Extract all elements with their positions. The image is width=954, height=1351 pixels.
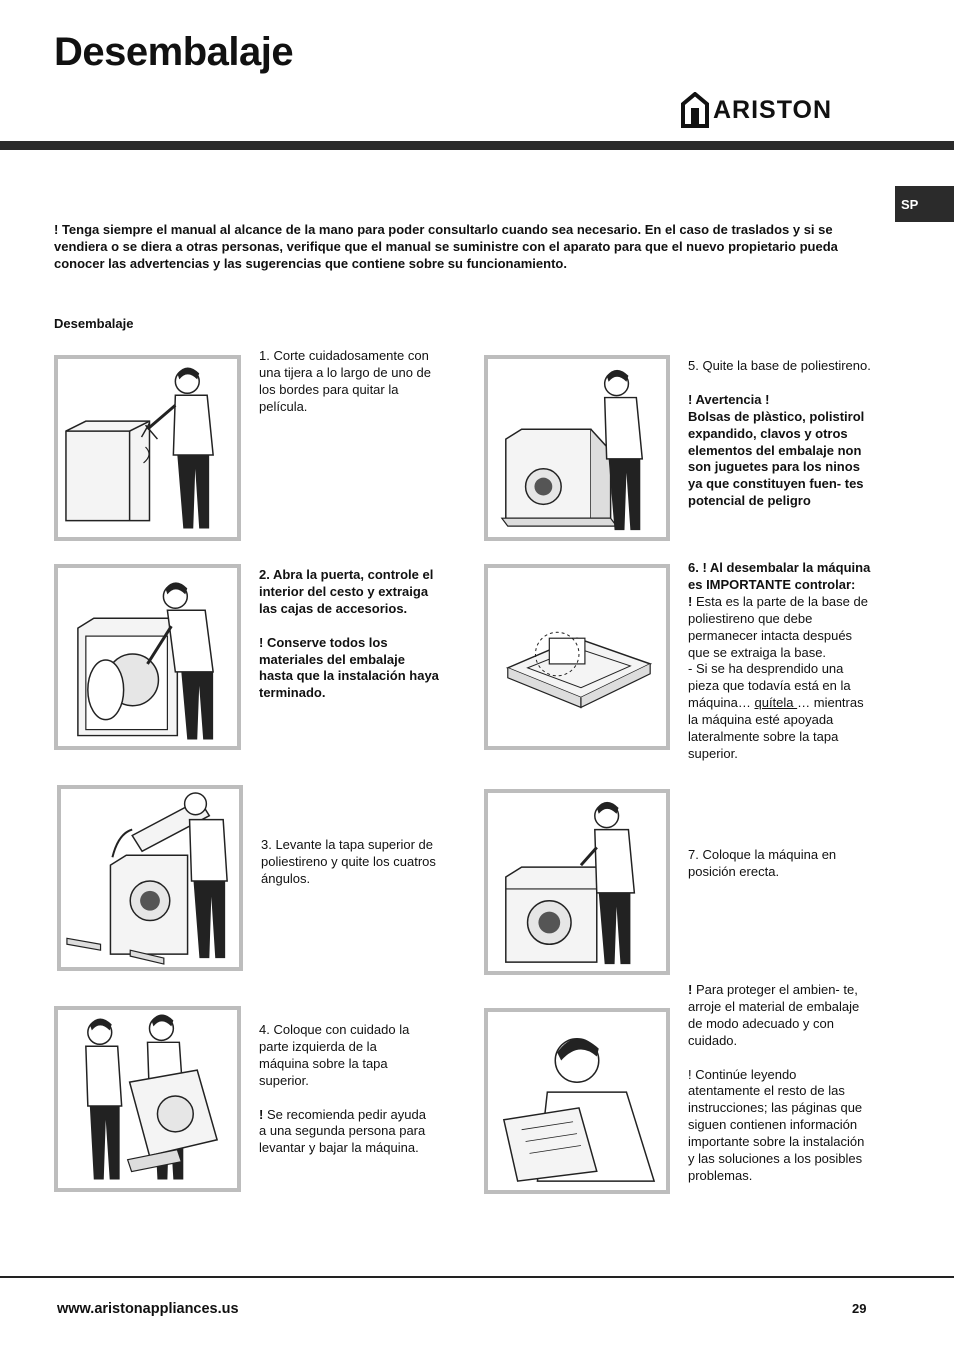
step-7-instruction: 7. Coloque la máquina en posición erecta. [688, 847, 837, 879]
polystyrene-base-icon [488, 568, 666, 746]
lift-top-icon [61, 789, 239, 967]
man-reading-manual-icon [488, 1012, 666, 1190]
illustration-step-6 [484, 564, 670, 750]
step-6-detail [688, 594, 872, 662]
environment-note [688, 982, 868, 1050]
step-4-note [259, 1107, 429, 1158]
illustration-step-5 [484, 355, 670, 541]
header-rule [0, 141, 954, 150]
step-6-loose-text: - Si se ha desprendido una pieza que todavía está en la máquina… [688, 661, 851, 711]
intro-warning: ! Tenga siempre el manual al alcance de la mano para poder consultarlo cuando sea necesario. En el caso de traslados y si se vendiera o se diera a otras personas, verifique que el manual se suministre con el aparato para que el nuevo propietario pueda conocer las advertencias y las sugerencias que contiene sobre su funcionamiento. [54, 222, 838, 271]
illustration-step-3 [57, 785, 243, 971]
brand-name: ARISTON [713, 96, 833, 124]
step-2-note: ! Conserve todos los materiales del embalaje hasta que la instalación haya terminado. [259, 634, 439, 701]
remove-base-icon [488, 359, 666, 537]
ariston-house-icon [680, 92, 710, 128]
step-2-text [259, 567, 439, 702]
footer-rule [0, 1276, 954, 1278]
step-1-instruction: 1. Corte cuidadosamente con una tijera a lo largo de uno de los bordes para quitar la película. [259, 348, 432, 414]
warning-mark: ! [688, 593, 693, 609]
step-5-instruction: 5. Quite la base de poliestireno. [688, 358, 871, 373]
illustration-step-1 [54, 355, 241, 541]
step-6-loose-piece [688, 661, 872, 762]
step-3-instruction: 3. Levante la tapa superior de poliestireno y quite los cuatros ángulos. [261, 837, 436, 886]
step-4-text [259, 1022, 429, 1157]
environment-note-text: Para proteger el ambien- te, arroje el material de embalaje de modo adecuado y con cuidado. [688, 982, 860, 1048]
cutting-film-icon [58, 359, 237, 537]
section-title: Desembalaje [54, 316, 134, 331]
step-6-detail-text: Esta es la parte de la base de poliestireno que debe permanecer intacta después que se extraiga la base. [688, 593, 868, 660]
two-people-lifting-icon [58, 1010, 237, 1188]
step-5-warning: Bolsas de plàstico, polistirol expandido, clavos y otros elementos del embalaje non son juguetes para los ninos ya que constituyen fuen- tes potencial de peligro [688, 408, 865, 509]
upright-machine-icon [488, 793, 666, 971]
step-5-text [688, 358, 874, 510]
illustration-step-2 [54, 564, 241, 750]
illustration-step-7 [484, 789, 670, 975]
step-7-text [688, 847, 874, 881]
step-2-instruction: 2. Abra la puerta, controle el interior del cesto y extraiga las cajas de accesorios. [259, 567, 434, 616]
step-5-warning-title: ! Avertencia ! [688, 391, 770, 407]
step-3-text [261, 837, 437, 888]
step-1-text [259, 348, 439, 416]
step-6-text [688, 560, 872, 763]
closing-notes [688, 982, 868, 1185]
warning-mark: ! [259, 1106, 264, 1122]
step-4-note-text: Se recomienda pedir ayuda a una segunda persona para levantar y bajar la máquina. [259, 1106, 426, 1156]
step-6-heading: 6. ! Al desembalar la máquina es IMPORTANTE controlar: [688, 560, 871, 592]
brand-logo [680, 92, 870, 128]
warning-mark: ! [688, 982, 693, 997]
step-6-tail: … mientras la máquina esté apoyada lateralmente sobre la tapa superior. [688, 695, 864, 761]
page-title: Desembalaje [54, 30, 294, 74]
illustration-reading [484, 1008, 670, 1194]
illustration-step-4 [54, 1006, 241, 1192]
language-tab: SP [895, 186, 954, 222]
page-number: 29 [852, 1301, 867, 1316]
footer-url: www.aristonappliances.us [57, 1301, 239, 1317]
continue-reading-note: ! Continúe leyendo atentamente el resto de las instrucciones; las páginas que siguen contienen información importante sobre la instalación y las soluciones a los posibles problemas. [688, 1066, 865, 1183]
open-door-icon [58, 568, 237, 746]
step-6-remove-it: quítela [754, 695, 798, 711]
step-4-instruction: 4. Coloque con cuidado la parte izquierda de la máquina sobre la tapa superior. [259, 1022, 410, 1088]
